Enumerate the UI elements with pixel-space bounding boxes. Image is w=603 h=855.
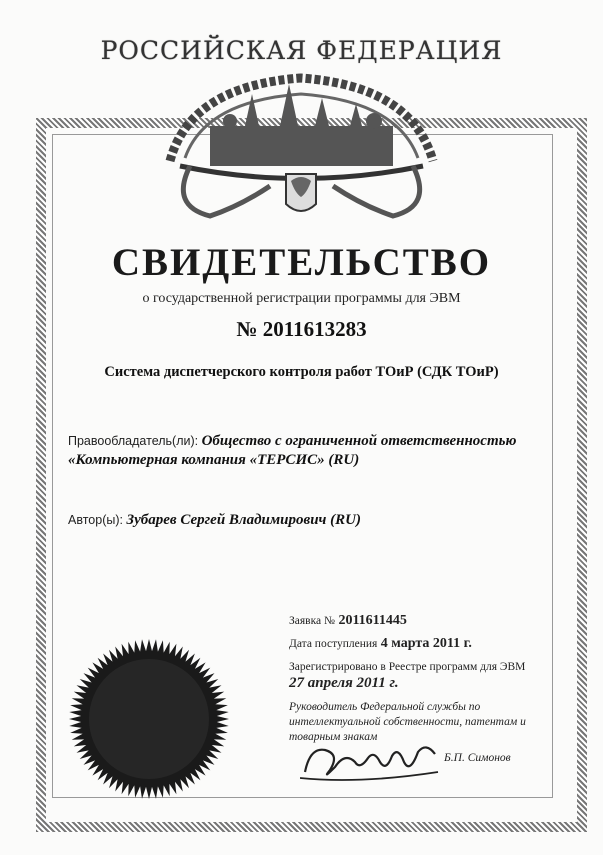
header-title: РОССИЙСКАЯ ФЕДЕРАЦИЯ [100,36,503,65]
registered-label: Зарегистрировано в Реестре программ для ЭВМ [289,661,526,673]
official-seal-icon [66,636,232,802]
receipt-label: Дата поступления [289,638,378,650]
handwritten-signature-icon [300,732,440,787]
application-number: 2011611445 [338,613,407,628]
program-name: Система диспетчерского контроля работ ТОиР (СДК ТОиР) [104,364,499,380]
certificate-subtitle: о государственной регистрации программы для ЭВМ [142,291,461,306]
certificate-title: СВИДЕТЕЛЬСТВО [111,241,492,284]
rightholder-block-2 [68,452,359,469]
kremlin-wreath-emblem-icon [150,66,453,236]
signer-name: Б.П. Симонов [444,752,511,764]
author-block [68,512,361,529]
signer-title: Руководитель Федеральной службы по интеллектуальной собственности, патентам и товарным знакам [289,701,526,743]
receipt-row [289,636,472,652]
rightholder-line1: Общество с ограниченной ответственностью [201,433,517,449]
receipt-date: 4 марта 2011 г. [380,636,472,651]
certificate-number: № 2011613283 [236,317,367,341]
rightholder-label: Правообладатель(ли): [68,434,199,448]
application-row [289,613,407,629]
registered-date-row [289,675,399,692]
application-label: Заявка № [289,615,335,627]
registered-date: 27 апреля 2011 г. [289,675,399,691]
rightholder-line2: «Компьютерная компания «ТЕРСИС» (RU) [68,452,360,468]
author-value: Зубарев Сергей Владимирович (RU) [126,512,362,528]
author-label: Автор(ы): [68,513,123,527]
rightholder-block [68,433,516,450]
registered-row [289,659,525,673]
